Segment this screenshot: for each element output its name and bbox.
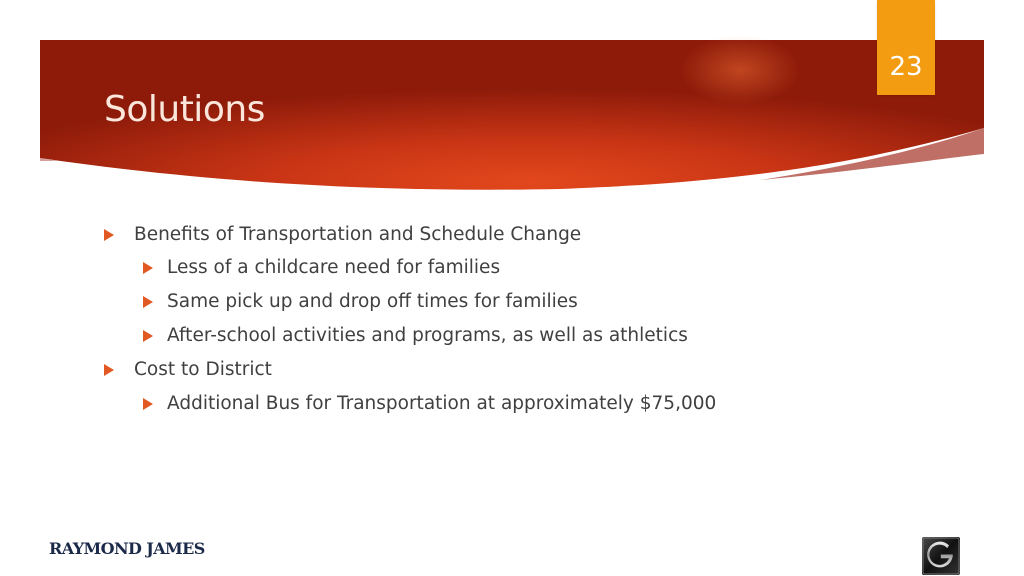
bullet-text: After-school activities and programs, as well as athletics — [167, 325, 688, 346]
bullet-text: Less of a childcare need for families — [167, 257, 501, 278]
slide-number: 23 — [889, 52, 923, 82]
raymond-james-logo: RAYMOND JAMES — [49, 539, 205, 558]
bullet-text: Benefits of Transportation and Schedule Change — [134, 224, 582, 245]
bullet-text: Cost to District — [134, 359, 272, 380]
triangle-right-icon — [104, 364, 114, 376]
bullet-text: Additional Bus for Transportation at approximately $75,000 — [167, 393, 717, 414]
triangle-right-icon — [143, 262, 153, 274]
sub-bullet-item — [143, 290, 578, 314]
bullet-text: Same pick up and drop off times for families — [167, 291, 578, 312]
slide-title: Solutions — [104, 89, 265, 130]
bullet-item — [104, 223, 581, 247]
triangle-right-icon — [143, 296, 153, 308]
g-emblem-icon — [922, 537, 960, 575]
sub-bullet-item — [143, 392, 716, 416]
triangle-right-icon — [143, 330, 153, 342]
triangle-right-icon — [143, 398, 153, 410]
triangle-right-icon — [104, 229, 114, 241]
bullet-item — [104, 358, 272, 382]
sub-bullet-item — [143, 256, 500, 280]
sub-bullet-item — [143, 324, 688, 348]
